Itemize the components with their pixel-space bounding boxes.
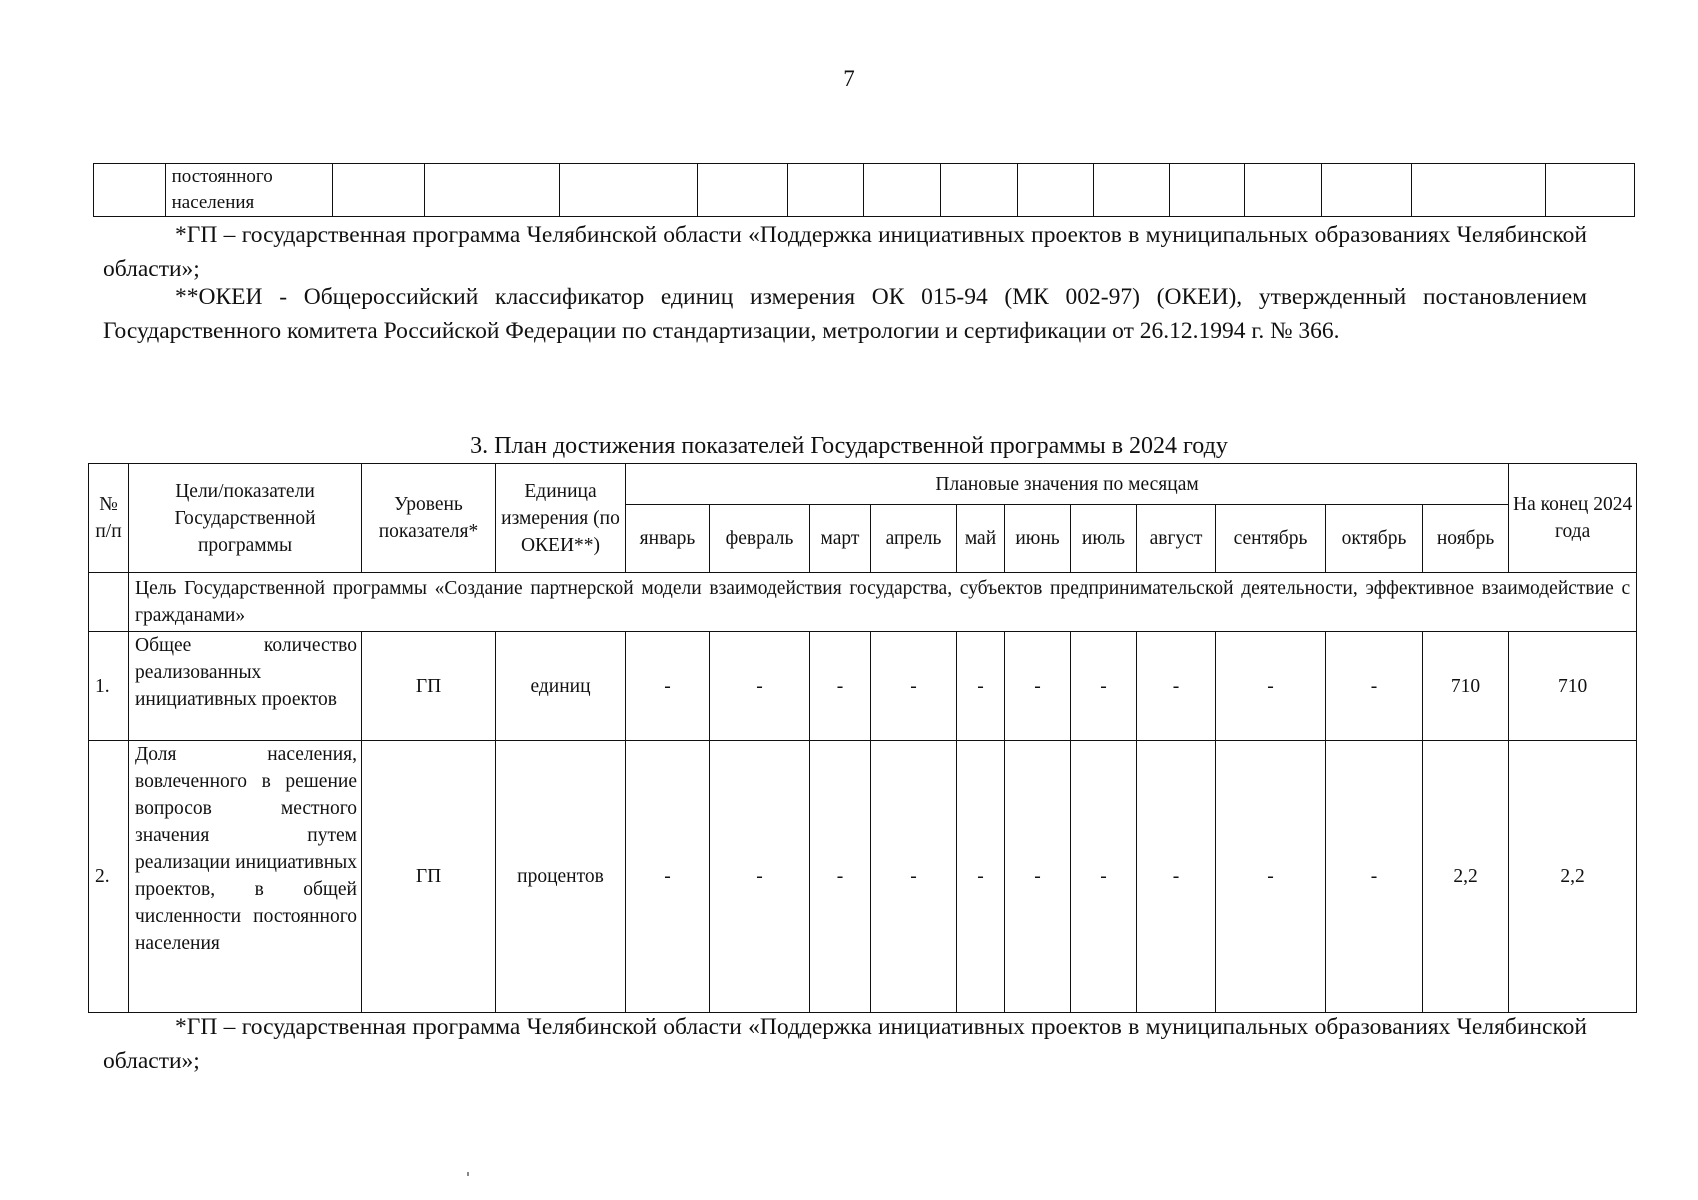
table-row: [89, 632, 1637, 741]
row-month-value: -: [626, 632, 710, 741]
header-month: сентябрь: [1216, 505, 1326, 573]
row-month-value: -: [1137, 632, 1216, 741]
header-month: февраль: [710, 505, 810, 573]
continuation-cell: [1546, 164, 1635, 217]
header-planned-values: Плановые значения по месяцам: [626, 464, 1509, 505]
goal-text: Цель Государственной программы «Создание партнерской модели взаимодействия государства, субъектов предпринимательской деятельности, эффективное взаимодействие с гражданами»: [129, 573, 1637, 632]
header-month: июль: [1071, 505, 1137, 573]
header-num: № п/п: [89, 464, 129, 573]
continuation-cell: [1244, 164, 1321, 217]
continuation-cell: [1018, 164, 1094, 217]
continuation-indicator-tail: постоянного населения: [165, 164, 333, 217]
row-unit: единиц: [496, 632, 626, 741]
row-month-value: -: [1216, 632, 1326, 741]
header-month: ноябрь: [1423, 505, 1509, 573]
row-month-value: 2,2: [1423, 741, 1509, 1013]
table-row: [89, 741, 1637, 1013]
continuation-cell: [787, 164, 864, 217]
header-end-of-year: На конец 2024 года: [1509, 464, 1637, 573]
row-month-value: -: [1005, 741, 1071, 1013]
continuation-table: [93, 163, 1635, 217]
row-month-value: -: [1071, 741, 1137, 1013]
row-month-value: -: [957, 741, 1005, 1013]
row-month-value: 710: [1423, 632, 1509, 741]
header-month: октябрь: [1326, 505, 1423, 573]
continuation-cell: [559, 164, 697, 217]
continuation-cell: [864, 164, 941, 217]
row-month-value: -: [810, 632, 871, 741]
goal-num-cell: [89, 573, 129, 632]
row-num: 2.: [89, 741, 129, 1013]
row-month-value: -: [1071, 632, 1137, 741]
footnote-gp-bottom: *ГП – государственная программа Челябинской области «Поддержка инициативных проектов в муниципальных образованиях Челябинской области»;: [103, 1014, 1587, 1074]
header-month: январь: [626, 505, 710, 573]
header-month: март: [810, 505, 871, 573]
row-month-value: -: [810, 741, 871, 1013]
row-indicator-name: Доля населения, вовлеченного в решение вопросов местного значения путем реализации инициативных проектов, в общей численности постоянного населения: [129, 741, 362, 1013]
header-level: Уровень показателя*: [362, 464, 496, 573]
header-month: июнь: [1005, 505, 1071, 573]
row-month-value: -: [957, 632, 1005, 741]
goal-row: [89, 573, 1637, 632]
row-level: ГП: [362, 632, 496, 741]
continuation-cell: [1094, 164, 1170, 217]
row-month-value: -: [1326, 741, 1423, 1013]
continuation-cell: [333, 164, 425, 217]
row-end-of-year: 710: [1509, 632, 1637, 741]
row-level: ГП: [362, 741, 496, 1013]
header-month: апрель: [871, 505, 957, 573]
continuation-cell: [1321, 164, 1411, 217]
row-month-value: -: [710, 632, 810, 741]
continuation-cell: [697, 164, 787, 217]
header-unit: Единица измерения (по ОКЕИ**): [496, 464, 626, 573]
row-month-value: -: [1005, 632, 1071, 741]
page-number: 7: [843, 66, 855, 91]
continuation-cell: [94, 164, 166, 217]
continuation-row: [94, 164, 1635, 217]
row-month-value: -: [710, 741, 810, 1013]
header-month: август: [1137, 505, 1216, 573]
continuation-cell: [941, 164, 1018, 217]
footnote-gp-top: *ГП – государственная программа Челябинской области «Поддержка инициативных проектов в муниципальных образованиях Челябинской области»;: [103, 222, 1587, 282]
row-month-value: -: [1137, 741, 1216, 1013]
row-month-value: -: [1216, 741, 1326, 1013]
row-end-of-year: 2,2: [1509, 741, 1637, 1013]
continuation-cell: [1170, 164, 1245, 217]
row-indicator-name: Общее количество реализованных инициативных проектов: [129, 632, 362, 741]
row-month-value: -: [871, 741, 957, 1013]
header-month: май: [957, 505, 1005, 573]
row-month-value: -: [871, 632, 957, 741]
row-unit: процентов: [496, 741, 626, 1013]
header-name: Цели/показатели Государственной программы: [129, 464, 362, 573]
row-num: 1.: [89, 632, 129, 741]
row-month-value: -: [626, 741, 710, 1013]
continuation-cell: [1411, 164, 1546, 217]
row-month-value: -: [1326, 632, 1423, 741]
plan-table: [88, 463, 1637, 1013]
continuation-cell: [425, 164, 560, 217]
section-title: 3. План достижения показателей Государственной программы в 2024 году: [470, 433, 1228, 459]
scan-mark: [467, 1172, 469, 1176]
footnote-okei: **ОКЕИ - Общероссийский классификатор единиц измерения ОК 015-94 (МК 002-97) (ОКЕИ), утвержденный постановлением Государственного комитета Российской Федерации по стандартизации, метрологии и сертификации от 26.12.1994 г. № 366.: [103, 284, 1587, 344]
